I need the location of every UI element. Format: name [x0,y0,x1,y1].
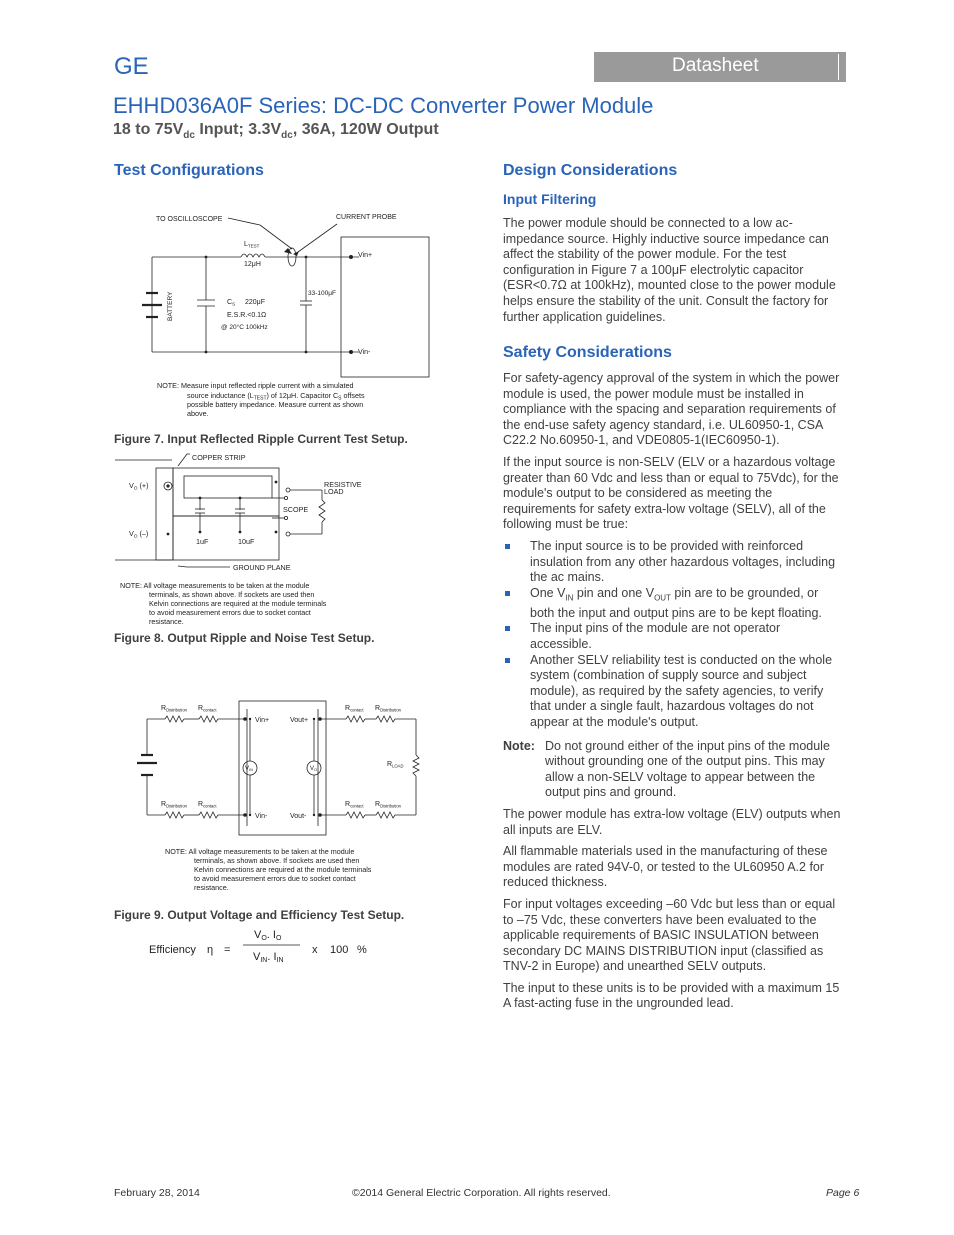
svg-text:Vin-: Vin- [255,813,268,820]
svg-text:TO OSCILLOSCOPE: TO OSCILLOSCOPE [156,216,223,223]
svg-text:Vout-: Vout- [290,813,307,820]
safety-considerations-heading: Safety Considerations [503,344,672,361]
input-filtering-heading: Input Filtering [503,191,597,207]
list-item: Another SELV reliability test is conducted on the whole system (combination of supply source and subject module), as required by the safety agencies, to verify that under a single fault, hazardous voltages do not appear at the module's output. [503,653,843,731]
svg-text:Rcontact: $R_{contact}$ [345,801,364,809]
list-item: The input source is to be provided with reinforced insulation from any other hazardous voltages, including the ac mains. [503,539,843,586]
svg-text:above.: above. [187,409,209,418]
svg-text:RDistribution: $R_{Distribution}$ [375,801,402,809]
footer-page-number: Page 6 [826,1187,860,1199]
svg-text:terminals, as shown above. If: terminals, as shown above. If sockets are used then [194,856,360,865]
safety-note: Note: Do not ground either of the input pins of the module without grounding one of the output pins. This may allow a non-SELV voltage to appear between the output pins and ground. [503,738,830,800]
svg-text:NOTE: All voltage measurement: NOTE: All voltage measurements to be taken at the module [165,847,355,856]
input-filtering-text: The power module should be connected to a low ac-impedance source. Highly inductive source impedance can affect the stability of the power module. For the test configuration in Figure 7 a 100μF electrolytic capacitor (ESR<0.7Ω at 100kHz), mounted close to the power module helps ensure the stability of the unit. Consult the factory for further application guidelines. [503,216,836,324]
svg-text:η: η [207,944,214,956]
svg-text:source inductance (LTEST) of 1: source inductance $(L_{TEST})$ of 12μH. Capacitor $C_S$ offsets [187,391,365,402]
svg-text:COPPER STRIP: COPPER STRIP [192,453,246,462]
svg-text:to avoid measurement errors du: to avoid measurement errors due to socket contact [149,608,311,617]
svg-text:220μF: 220μF [245,299,265,306]
svg-text:Kelvin connections are require: Kelvin connections are required at the module terminals [194,865,372,874]
svg-text:VIN. IIN: VIN. IIN [253,951,284,964]
svg-text:%: % [357,944,367,956]
svg-text:Efficiency: Efficiency [149,944,196,956]
svg-text:Vin+: Vin+ [358,252,373,259]
test-configurations-heading: Test Configurations [114,162,264,179]
svg-text:10uF: 10uF [238,537,255,546]
svg-text:12μH: 12μH [244,261,261,268]
svg-text:Rcontact: $R_{contact}$ [345,705,364,713]
svg-text:LOAD: LOAD [324,487,344,496]
svg-text:100: 100 [330,944,349,956]
safety-text: For safety-agency approval of the system in which the power module is used, the power module must be installed in compliance with the spacing and separation requirements of the end-use safety agency standard, i.e. UL60950-1, CSA C22.2 No.60950-1, and VDE0805-1(IEC60950-1). If the input source is non-SELV (ELV or a hazardous voltage greater than 60 Vdc and less than or equal to 75Vdc), for the module's output to be considered as meeting the requirements for safety extra-low voltage (SELV), all of the following must be true: The input source is to be provided with reinforced insulation from any other hazardous voltages, including the ac mains. One $V_{IN}$ pin and one $V_{OUT}$ pin are to be grounded, or both the input and output pins are to be kept floating. The input pins of the module are not operator accessible. Another SELV reliability test is conducted on the whole system (combination of supply source and subject module), as required by the safety agencies, to verify that under a single fault, hazardous voltages do not appear at the module's output. Note: Do not ground either of the input pins of the module without grounding one of the output pins. This may allow a non-SELV voltage to appear between the output pins and ground. The power module has extra-low voltage (ELV) outputs when all inputs are ELV. All flammable materials used in the manufacturing of these modules are rated 94V-0, or tested to the UL60950 A.2 for reduced thickness. For input voltages exceeding –60 Vdc but less than or equal to –75 Vdc, these converters have been evaluated to the applicable requirements of BASIC INSULATION between secondary DC MAINS DISTRIBUTION input (classified as TNV-2 in Europe) and unearthed SELV outputs. The input to these units is to be provided with a maximum 15 A fast-acting fuse in the ungrounded lead. [503,371,843,1018]
document-subtitle: 18 to $75V_{dc}$ Input; $3.3V_{dc}$, 36A, 120W Output [113,121,439,142]
figure-8-caption: Figure 8. Output Ripple and Noise Test Setup. [114,631,375,645]
safety-requirements-list [503,539,843,731]
figure-8-diagram [112,448,372,628]
svg-text:GROUND PLANE: GROUND PLANE [233,563,291,572]
svg-text:to avoid measurement errors du: to avoid measurement errors due to socket contact [194,874,356,883]
list-item: The input pins of the module are not operator accessible. [503,621,843,652]
efficiency-formula [140,922,390,972]
svg-text:RDistribution: $R_{Distribution}$ [161,705,188,713]
svg-text:Rcontact: $R_{contact}$ [198,705,217,713]
svg-text:resistance.: resistance. [194,883,229,892]
svg-text:VO (–): $V_O$ (–) [129,529,149,540]
svg-text:NOTE: Measure input reflected: NOTE: Measure input reflected ripple current with a simulated [157,381,354,390]
svg-text:RDistribution: $R_{Distribution}$ [161,801,188,809]
svg-text:Vin+: Vin+ [255,717,270,724]
design-considerations-heading: Design Considerations [503,162,678,179]
svg-text:VO (+): $V_O$ (+) [129,481,149,492]
svg-text:resistance.: resistance. [149,617,184,626]
svg-text:NOTE: All voltage measurement: NOTE: All voltage measurements to be taken at the module [120,581,310,590]
footer-copyright: ©2014 General Electric Corporation. All rights reserved. [352,1187,611,1199]
figure-9-caption: Figure 9. Output Voltage and Efficiency Test Setup. [114,908,405,922]
figure-7-note [156,380,436,420]
svg-text:CURRENT PROBE: CURRENT PROBE [336,214,397,221]
figure-7-caption: Figure 7. Input Reflected Ripple Current Test Setup. [114,432,408,446]
svg-text:Rcontact: $R_{contact}$ [198,801,217,809]
list-item: One $V_{IN}$ pin and one $V_{OUT}$ pin are to be grounded, or both the input and output pins are to be kept floating. [503,586,843,622]
footer-date: February 28, 2014 [114,1187,200,1199]
svg-text:RDistribution: $R_{Distribution}$ [375,705,402,713]
svg-text:RESISTIVE: RESISTIVE [324,480,362,489]
svg-text:1uF: 1uF [196,537,209,546]
svg-text:possible battery impedance. Me: possible battery impedance. Measure current as shown [187,400,364,409]
svg-text:33-100μF: 33-100μF [308,290,336,297]
svg-text:E.S.R.<0.1Ω: E.S.R.<0.1Ω [227,312,267,319]
svg-text:=: = [224,944,231,956]
figure-9-diagram [135,695,435,897]
svg-text:VO: VO [310,766,317,773]
svg-text:CS: $C_S$ [227,299,236,307]
ge-logo: GE [114,53,149,80]
document-title: EHHD036A0F Series: DC-DC Converter Power Module [113,93,654,118]
svg-text:@ 20°C 100kHz: @ 20°C 100kHz [221,324,268,331]
svg-text:Kelvin connections are require: Kelvin connections are required at the module terminals [149,599,327,608]
svg-text:VO. IO: VO. IO [254,929,282,942]
svg-text:LTEST: $L_{TEST}$ [244,241,260,249]
svg-text:terminals, as shown above. If: terminals, as shown above. If sockets are used then [149,590,315,599]
datasheet-label: Datasheet [672,55,759,76]
svg-text:SCOPE: SCOPE [283,505,309,514]
svg-text:VIN: VIN [245,766,253,773]
svg-text:Vin-: Vin- [358,349,371,356]
svg-text:BATTERY: BATTERY [167,291,174,321]
svg-text:x: x [312,944,318,956]
svg-text:Vout+: Vout+ [290,717,309,724]
svg-text:RLOAD: $R_{LOAD}$ [387,761,404,769]
